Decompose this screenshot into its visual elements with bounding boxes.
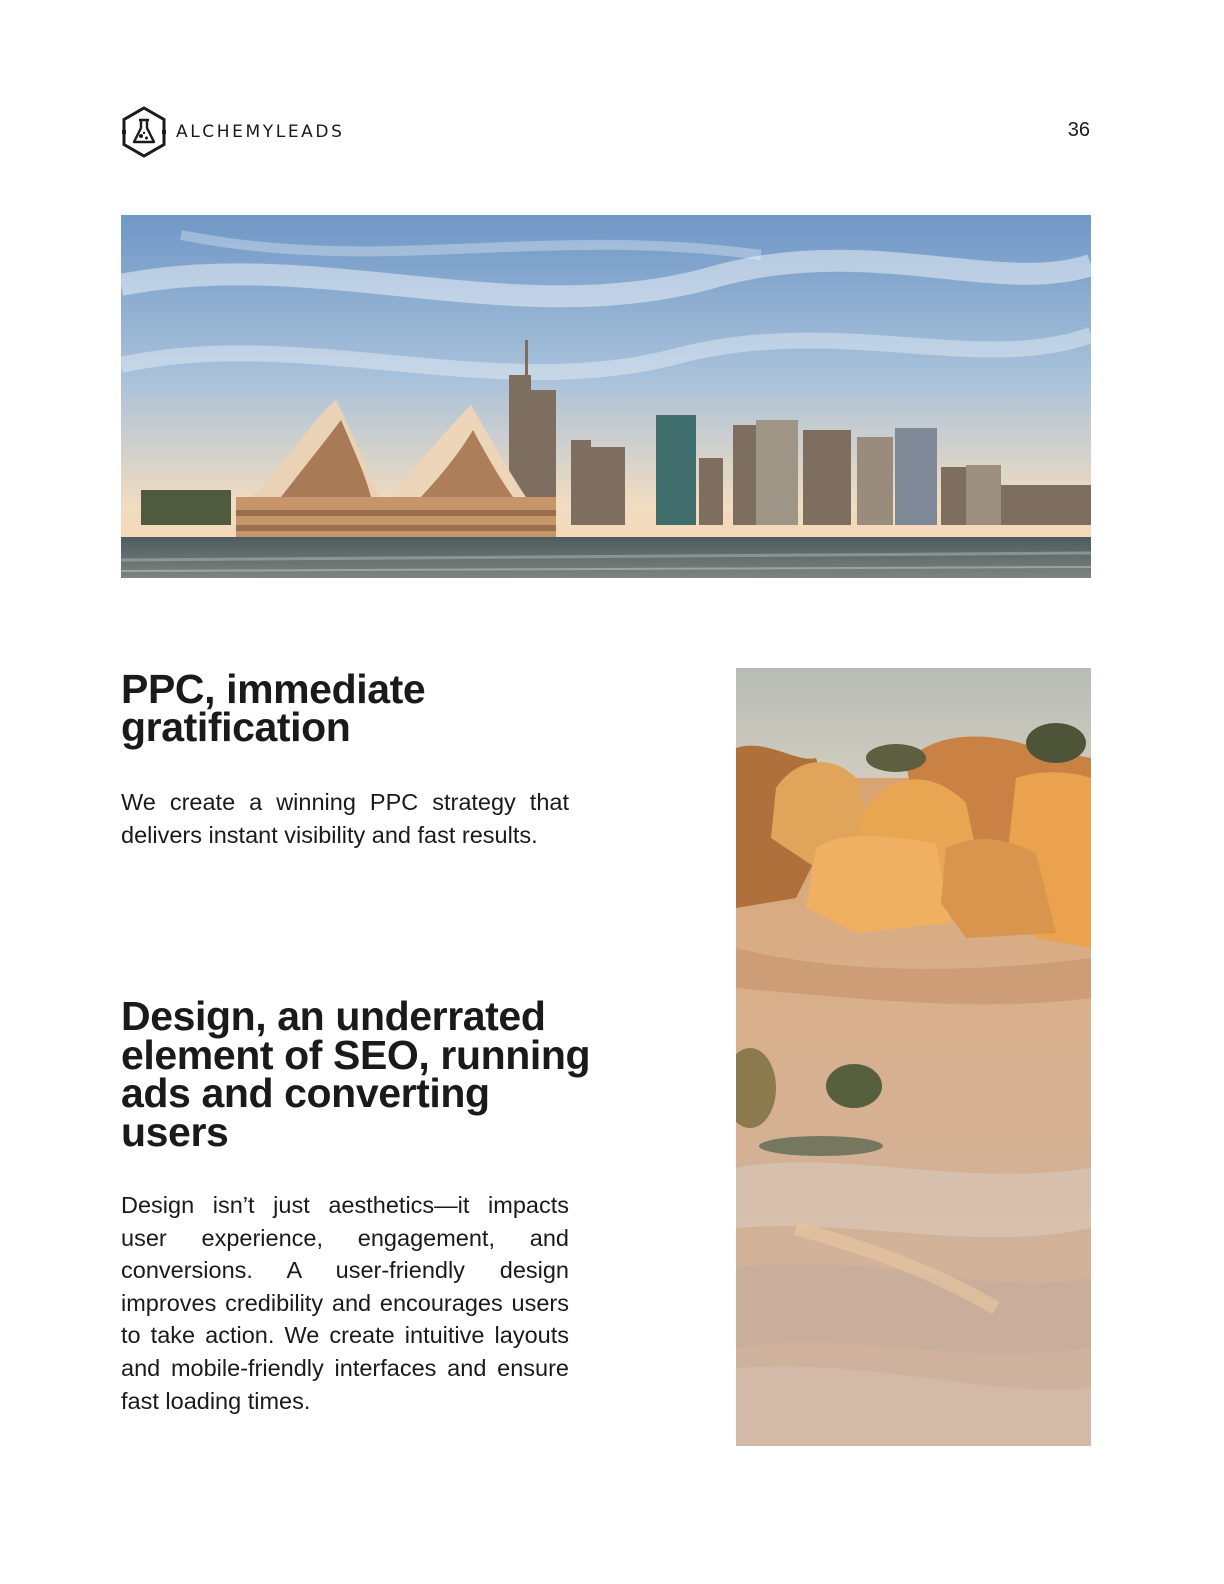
harbour-skyline-photo [121,215,1091,578]
page-number: 36 [1067,119,1090,141]
design-heading: Design, an underrated element of SEO, running ads and converting users [121,993,591,1155]
design-body-text: Design isn’t just aesthetics—it impacts user experience, engagement, and conversions. A user-friendly design improves credibility and encourages users to take action. We create intuitive layouts and mobile-friendly interfaces and ensure fast loading times. [121,1192,569,1414]
flask-hexagon-icon [120,105,168,159]
ppc-heading: PPC, immediate gratification [121,666,426,750]
desert-landscape-photo [736,668,1091,1446]
brand-name: ALCHEMYLEADS [176,122,345,142]
brand-logo [120,105,344,159]
ppc-body-text: We create a winning PPC strategy that delivers instant visibility and fast results. [121,789,569,848]
